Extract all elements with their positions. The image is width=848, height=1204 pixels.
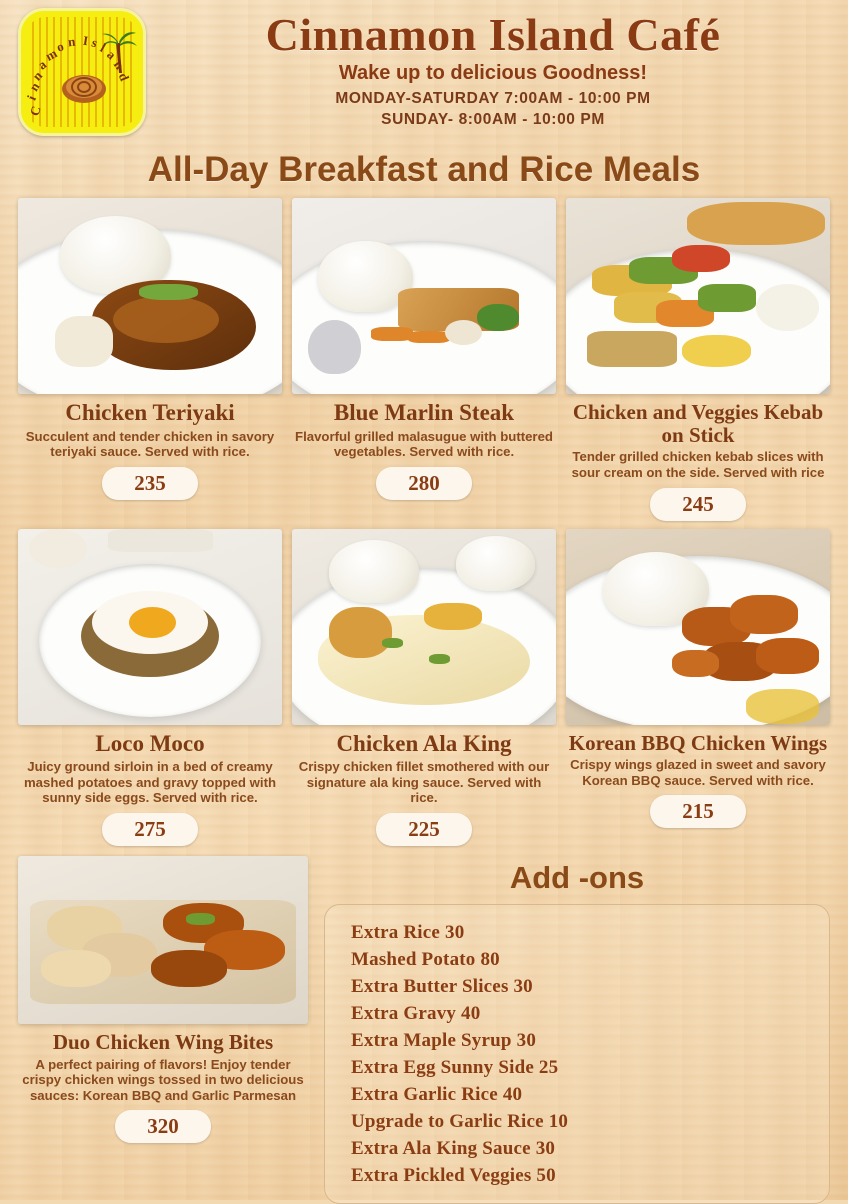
menu-header — [14, 0, 834, 136]
dish-photo — [18, 198, 282, 394]
section-title: All-Day Breakfast and Rice Meals — [147, 150, 701, 189]
addon-item: Extra Maple Syrup 30 — [351, 1029, 537, 1051]
addon-item: Extra Rice 30 — [351, 921, 465, 943]
dish-name: Loco Moco — [95, 730, 205, 756]
dish-photo — [18, 529, 282, 725]
dish-price: 245 — [650, 488, 746, 521]
dish-photo — [292, 529, 556, 725]
menu-grid-row-2 — [14, 529, 834, 847]
dish-name: Duo Chicken Wing Bites — [52, 1030, 274, 1055]
addons-box — [324, 904, 830, 1204]
dish-name: Blue Marlin Steak — [333, 400, 515, 425]
dish-price: 215 — [650, 795, 746, 828]
dish-name: Chicken and Veggies Kebab on Stick — [572, 400, 824, 447]
menu-item-duo-chicken-wing-bites — [18, 856, 308, 1204]
addon-item: Extra Garlic Rice 40 — [351, 1083, 523, 1105]
addon-item: Extra Pickled Veggies 50 — [351, 1164, 556, 1186]
dish-description: Succulent and tender chicken in savory teriyaki sauce. Served with rice. — [25, 428, 275, 460]
hours-sunday: SUNDAY- 8:00AM - 10:00 PM — [381, 111, 605, 128]
menu-grid-row-1 — [14, 198, 834, 521]
bottom-section — [14, 846, 834, 1204]
hours-weekday: MONDAY-SATURDAY 7:00AM - 10:00 PM — [335, 90, 651, 107]
menu-item-loco-moco — [18, 529, 282, 847]
addon-item: Extra Gravy 40 — [351, 1002, 481, 1024]
dish-description: Juicy ground sirloin in a bed of creamy mashed potatoes and gravy topped with sunny side eggs. Served with rice. — [23, 759, 277, 806]
addon-item: Mashed Potato 80 — [351, 948, 500, 970]
dish-description: Crispy chicken fillet smothered with our signature ala king sauce. Served with rice. — [298, 759, 550, 806]
dish-description: Crispy wings glazed in sweet and savory Korean BBQ sauce. Served with rice. — [570, 757, 826, 788]
menu-item-chicken-ala-king — [292, 529, 556, 847]
addon-item: Extra Ala King Sauce 30 — [351, 1137, 556, 1159]
dish-price: 280 — [376, 467, 472, 500]
dish-name: Chicken Ala King — [336, 730, 512, 756]
dish-name: Korean BBQ Chicken Wings — [568, 730, 828, 755]
dish-photo — [566, 198, 830, 394]
dish-photo — [18, 856, 308, 1024]
menu-item-chicken-teriyaki — [18, 198, 282, 521]
dish-description: Tender grilled chicken kebab slices with sour cream on the side. Served with rice — [571, 449, 825, 480]
dish-name: Chicken Teriyaki — [65, 400, 235, 425]
menu-item-chicken-veggies-kebab — [566, 198, 830, 521]
brand-logo — [18, 8, 146, 136]
addon-item: Extra Egg Sunny Side 25 — [351, 1056, 559, 1078]
tagline: Wake up to delicious Goodness! — [338, 62, 648, 84]
dish-price: 225 — [376, 813, 472, 846]
addon-item: Upgrade to Garlic Rice 10 — [351, 1110, 569, 1132]
dish-description: A perfect pairing of flavors! Enjoy tender crispy chicken wings tossed in two delicious sauces: Korean BBQ and Garlic Parmesan — [22, 1056, 304, 1103]
dish-photo — [292, 198, 556, 394]
addon-item: Extra Butter Slices 30 — [351, 975, 533, 997]
dish-price: 235 — [102, 467, 198, 500]
dish-description: Flavorful grilled malasugue with buttered vegetables. Served with rice. — [295, 428, 553, 460]
menu-item-blue-marlin-steak — [292, 198, 556, 521]
addons-title: Add -ons — [509, 860, 645, 896]
dish-price: 275 — [102, 813, 198, 846]
dish-photo — [566, 529, 830, 725]
cafe-title: Cinnamon Island Café — [265, 9, 721, 60]
addons-list — [351, 919, 809, 1189]
logo-wordmark: C i n n a m o n I s l a n d — [23, 32, 133, 118]
title-block — [156, 8, 830, 129]
dish-price: 320 — [115, 1110, 211, 1143]
menu-item-korean-bbq-chicken-wings — [566, 529, 830, 847]
addons-panel — [324, 856, 830, 1204]
